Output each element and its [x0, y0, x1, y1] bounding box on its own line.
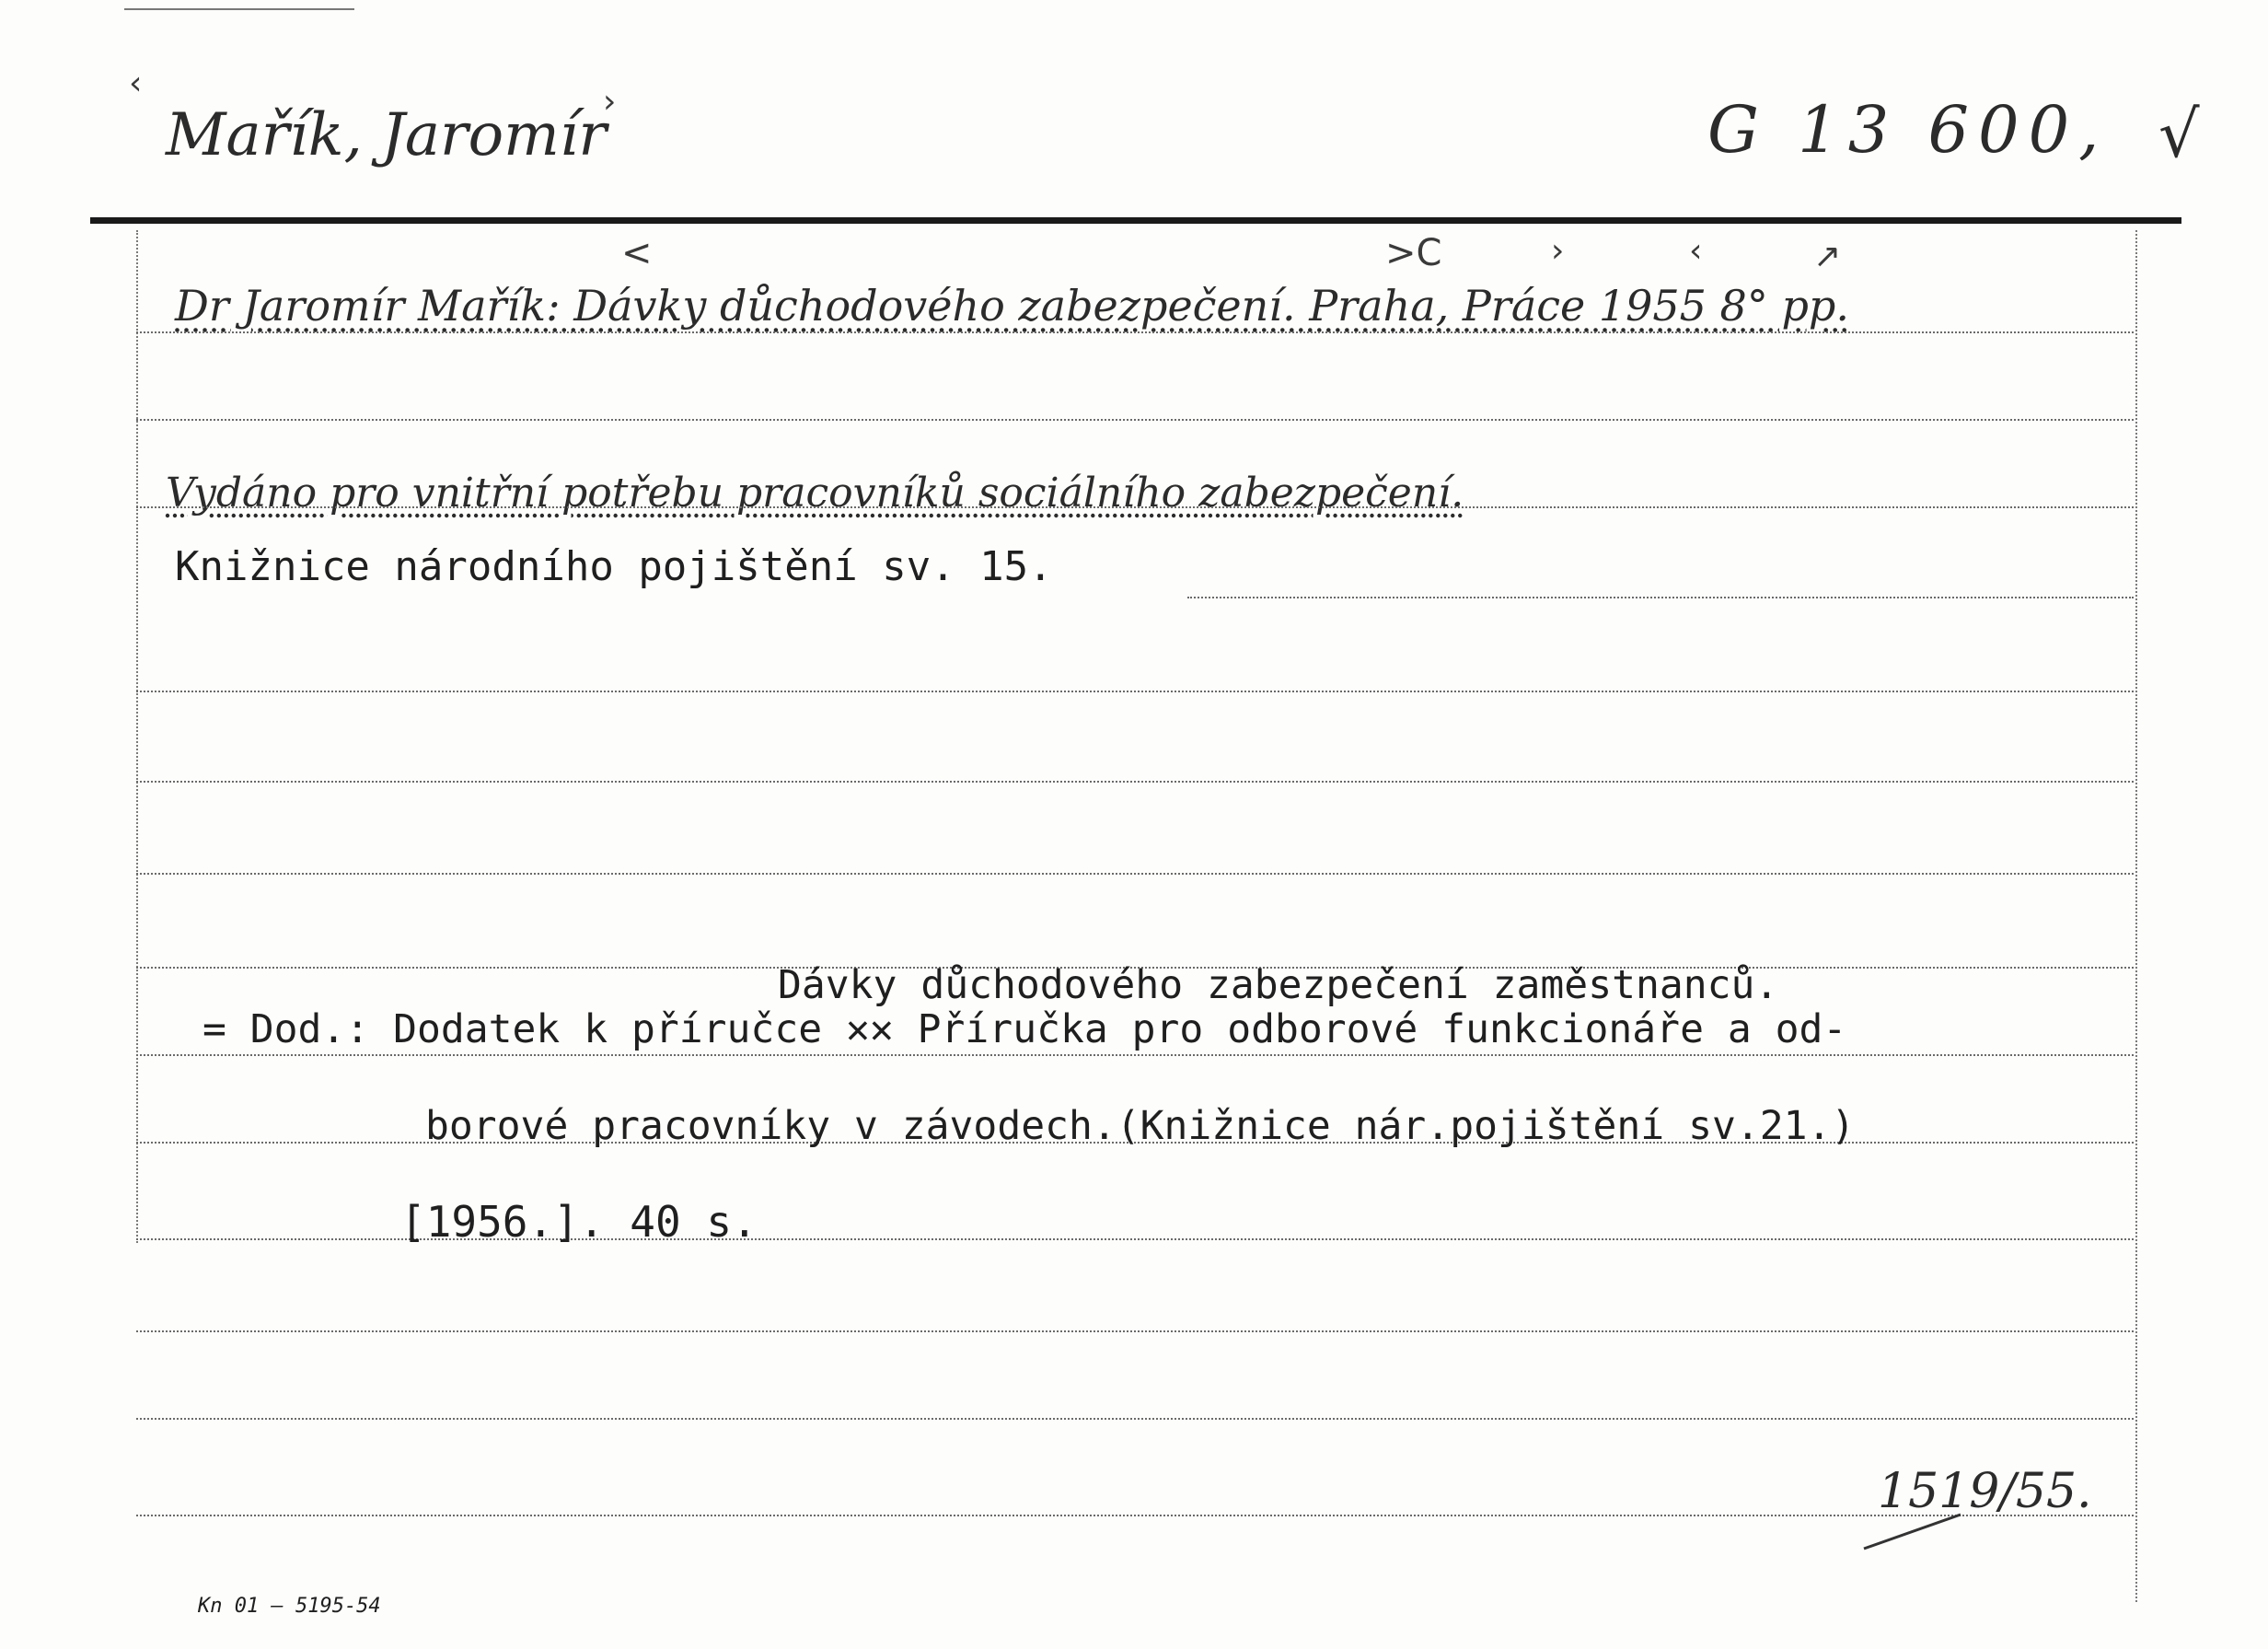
- author-heading: Mařík, Jaromír: [166, 101, 607, 169]
- ruled-line: [136, 331, 2134, 333]
- correction-mark: <: [621, 232, 653, 274]
- correction-mark: ↗: [1813, 238, 1842, 275]
- supplement-line-3: [1956.]. 40 s.: [400, 1197, 758, 1247]
- ruled-line: [136, 1418, 2134, 1420]
- right-margin-line: [2135, 230, 2137, 1602]
- supplement-insertion: Dávky důchodového zabezpečení zaměstnanců.: [778, 962, 1779, 1008]
- ruled-line: [136, 873, 2134, 875]
- call-number: G 13 600,: [1707, 92, 2109, 168]
- accession-underline: [1859, 1510, 1970, 1556]
- entry-line-1: Dr Jaromír Mařík: Dávky důchodového zabezpečení. Praha, Práce 1955 8° pp.: [175, 281, 1849, 331]
- check-mark: √: [2158, 97, 2200, 172]
- accession-number: 1519/55.: [1878, 1464, 2092, 1519]
- left-margin-line: [136, 230, 138, 1243]
- supplement-line-2: borové pracovníky v závodech.(Knižnice nár.pojištění sv.21.): [425, 1103, 1856, 1149]
- ruled-line: [136, 1054, 2134, 1056]
- top-edge-line: [124, 8, 354, 10]
- heading-rule: [90, 217, 2181, 224]
- ruled-line: [136, 1330, 2134, 1332]
- ruled-line: [1187, 597, 2134, 598]
- correction-mark: ›: [603, 83, 617, 121]
- ruled-line: [136, 1515, 2134, 1516]
- correction-mark: ‹: [129, 64, 143, 102]
- ruled-line: [136, 419, 2134, 421]
- series-statement: Knižnice národního pojištění sv. 15.: [175, 543, 1053, 590]
- correction-mark: >C: [1385, 232, 1442, 274]
- correction-mark: ›: [1551, 232, 1565, 270]
- ruled-line: [136, 691, 2134, 692]
- ruled-line: [136, 506, 2134, 508]
- ruled-line: [136, 781, 2134, 783]
- supplement-line-1: = Dod.: Dodatek k příručce ✕✕ Příručka pro odborové funkcionáře a od-: [202, 1006, 1847, 1052]
- entry-line-2: Vydáno pro vnitřní potřebu pracovníků sociálního zabezpečení.: [166, 470, 1464, 517]
- printer-imprint: Kn 01 — 5195-54: [198, 1595, 381, 1618]
- correction-mark: ‹: [1689, 232, 1703, 270]
